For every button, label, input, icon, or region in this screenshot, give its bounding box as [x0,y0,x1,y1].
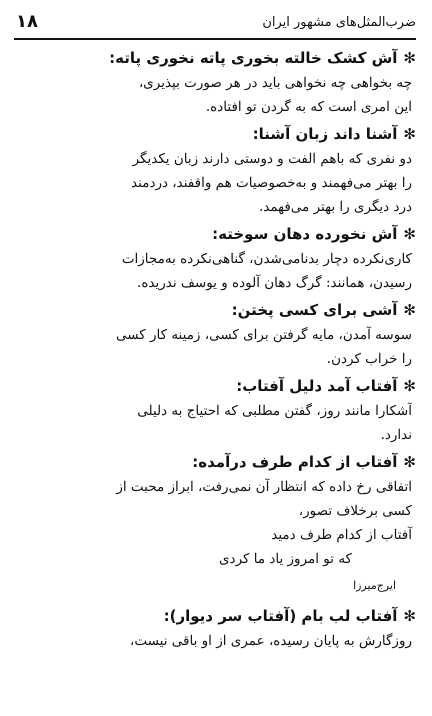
proverb-heading [14,450,416,475]
proverb-title: آفتاب از کدام طرف درآمده: [192,453,398,471]
asterisk-bullet-icon: ✻ [403,125,416,143]
explanation-line: دو نفری که باهم الفت و دوستی دارند زبان یکدیگر [132,151,412,167]
proverb-entry [14,46,416,119]
asterisk-bullet-icon: ✻ [403,453,416,471]
page-number: ۱۸ [16,11,38,32]
asterisk-bullet-icon: ✻ [403,225,416,243]
proverb-heading [14,46,416,71]
proverb-title: آش نخورده دهان سوخته: [212,225,398,243]
proverb-title: آشی برای کسی پختن: [231,301,398,319]
proverb-entry [14,122,416,219]
explanation-line: سوسه آمدن، مایه گرفتن برای کسی، زمینه کار کسی [115,327,412,343]
proverb-list [14,46,416,653]
proverb-entry [14,222,416,295]
quoted-verse [14,523,416,571]
proverb-heading [14,298,416,323]
proverb-heading [14,374,416,399]
explanation-line: را خراب کردن. [326,351,412,367]
proverb-explanation [14,629,416,653]
proverb-heading [14,604,416,629]
explanation-line: کسی برخلاف تصور، [298,503,412,519]
proverb-heading [14,222,416,247]
proverb-explanation [14,323,416,371]
proverb-explanation [14,147,416,219]
page-header [14,10,416,40]
running-title: ضرب‌المثل‌های مشهور ایران [262,15,416,30]
proverb-explanation [14,71,416,119]
proverb-explanation [14,399,416,447]
explanation-line: این امری است که به گردن تو افتاده. [205,99,412,115]
proverb-title: آفتاب لب بام (آفتاب سر دیوار): [163,607,398,625]
proverb-heading [14,122,416,147]
poet-name: ایرج‌میرزا [353,579,396,592]
explanation-line: درد دیگری را بهتر می‌فهمد. [258,199,412,215]
explanation-line: اتفاقی رخ داده که انتظار آن نمی‌رفت، ابراز محبت از [116,479,412,495]
proverb-entry [14,604,416,653]
proverb-title: آش کشک خالته بخوری پاته نخوری پاته: [109,49,398,67]
proverb-title: آفتاب آمد دلیل آفتاب: [236,377,398,395]
proverb-entry [14,374,416,447]
explanation-line: ندارد. [380,427,412,443]
proverb-entry [14,298,416,371]
verse-line: آفتاب از کدام طرف دمید [271,527,412,543]
asterisk-bullet-icon: ✻ [403,607,416,625]
proverb-title: آشنا داند زبان آشنا: [252,125,398,143]
asterisk-bullet-icon: ✻ [403,49,416,67]
explanation-line: کاری‌نکرده دچار بدنامی‌شدن، گناهی‌نکرده به‌مجازات [121,251,412,267]
explanation-line: آشکارا مانند روز، گفتن مطلبی که احتیاج به دلیلی [137,403,412,419]
asterisk-bullet-icon: ✻ [403,301,416,319]
explanation-line: رسیدن، همانند: گرگ دهان آلوده و یوسف ندریده. [137,275,412,291]
asterisk-bullet-icon: ✻ [403,377,416,395]
proverb-explanation [14,247,416,295]
explanation-line: چه بخواهی چه نخواهی باید در هر صورت بپذیری، [138,75,412,91]
explanation-line: را بهتر می‌فهمند و به‌خصوصیات هم واقفند، دردمند [131,175,412,191]
explanation-line: روزگارش به پایان رسیده، عمری از او باقی نیست، [130,633,412,649]
proverb-entry [14,450,416,601]
proverb-explanation [14,475,416,523]
verse-line: که تو امروز یاد ما کردی [218,551,352,567]
